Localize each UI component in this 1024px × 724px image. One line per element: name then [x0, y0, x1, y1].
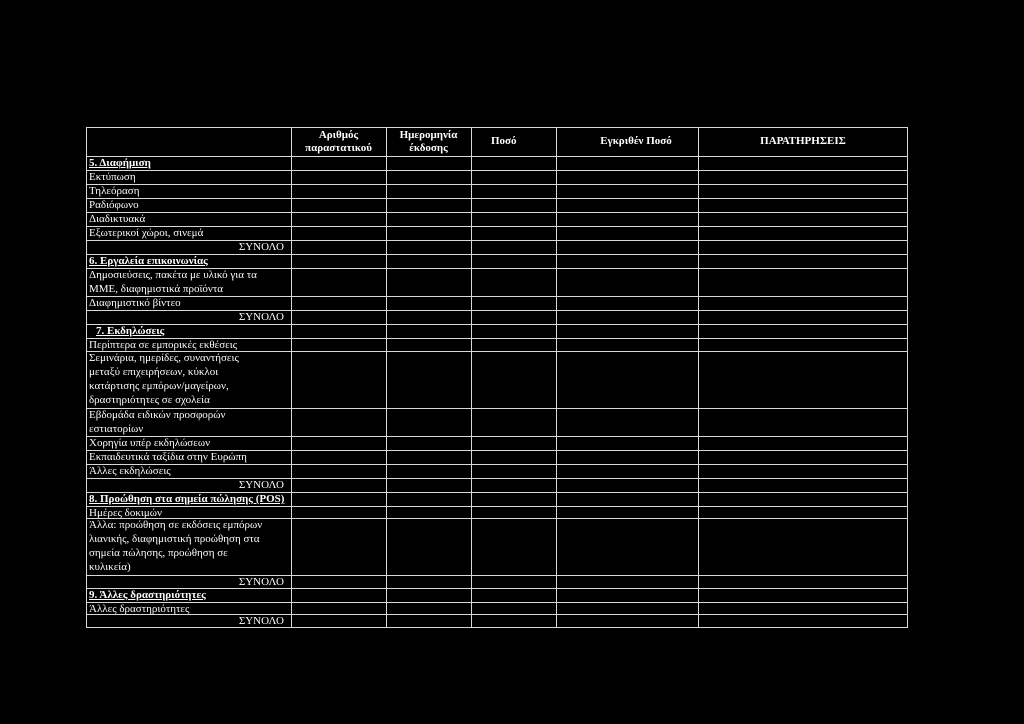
- item-label: Χορηγία υπέρ εκδηλώσεων: [89, 437, 211, 449]
- item-label: Διαδικτυακά: [89, 213, 146, 225]
- total-row: [86, 575, 908, 588]
- header-doc-number: Αριθμός παραστατικού: [305, 128, 372, 154]
- grid-line: [86, 170, 908, 171]
- section-title: 8. Προώθηση στα σημεία πώλησης (POS): [89, 493, 285, 505]
- total-row: [86, 310, 908, 324]
- grid-line: [86, 254, 908, 255]
- grid-line: [86, 127, 87, 627]
- item-label: Ραδιόφωνο: [89, 199, 139, 211]
- table-row: [86, 351, 908, 408]
- item-label: Περίπτερα σε εμπορικές εκθέσεις: [89, 339, 238, 351]
- item-label: Σεμινάρια, ημερίδες, συναντήσεις μεταξύ επιχειρήσεων, κύκλοι κατάρτισης εμπόρων/μαγείρων, δραστηριότητες σε σχολεία: [89, 352, 239, 406]
- grid-line: [86, 226, 908, 227]
- table-row: [86, 602, 908, 614]
- grid-line: [86, 268, 908, 269]
- table-row: [86, 268, 908, 296]
- table-row: [86, 518, 908, 575]
- header-issue-date: Ημερομηνία έκδοσης: [399, 128, 458, 154]
- expenses-table: [86, 127, 908, 627]
- grid-line: [291, 127, 292, 627]
- table-row: [86, 296, 908, 310]
- grid-line: [86, 240, 908, 241]
- grid-line: [86, 518, 908, 519]
- grid-line: [86, 436, 908, 437]
- header-approved-amount: Εγκριθέν Ποσό: [600, 135, 672, 147]
- grid-line: [86, 156, 908, 157]
- table-row: [86, 226, 908, 240]
- item-label: Ημέρες δοκιμών: [89, 507, 162, 519]
- grid-line: [86, 588, 908, 589]
- total-row: [86, 240, 908, 254]
- total-label: ΣΥΝΟΛΟ: [238, 615, 284, 627]
- grid-line: [86, 198, 908, 199]
- total-label: ΣΥΝΟΛΟ: [238, 241, 284, 253]
- section-row: [86, 254, 908, 268]
- item-label: Τηλεόραση: [89, 185, 140, 197]
- item-label: Εβδομάδα ειδικών προσφορών εστιατορίων: [89, 409, 226, 435]
- grid-line: [86, 478, 908, 479]
- section-row: [86, 588, 908, 602]
- grid-line: [86, 408, 908, 409]
- grid-line: [86, 627, 908, 628]
- grid-line: [86, 492, 908, 493]
- total-label: ΣΥΝΟΛΟ: [238, 576, 284, 588]
- section-row: [86, 324, 908, 338]
- section-title: 6. Εργαλεία επικοινωνίας: [89, 255, 208, 267]
- total-row: [86, 614, 908, 627]
- table-row: [86, 184, 908, 198]
- item-label: Άλλες δραστηριότητες: [89, 603, 190, 615]
- table-row: [86, 436, 908, 450]
- grid-line: [86, 602, 908, 603]
- total-row: [86, 478, 908, 492]
- grid-line: [86, 184, 908, 185]
- item-label: Διαφημιστικό βίντεο: [89, 297, 181, 309]
- grid-line: [86, 338, 908, 339]
- table-row: [86, 408, 908, 436]
- table-row: [86, 450, 908, 464]
- item-label: Δημοσιεύσεις, πακέτα με υλικό για τα ΜΜΕ, διαφημιστικά προϊόντα: [89, 269, 257, 295]
- section-title: 7. Εκδηλώσεις: [96, 325, 165, 337]
- table-row: [86, 198, 908, 212]
- item-label: Εκπαιδευτικά ταξίδια στην Ευρώπη: [89, 451, 247, 463]
- item-label: Εξωτερικοί χώροι, σινεμά: [89, 227, 204, 239]
- grid-line: [86, 351, 908, 352]
- grid-line: [907, 127, 908, 627]
- table-row: [86, 170, 908, 184]
- header-remarks: ΠΑΡΑΤΗΡΗΣΕΙΣ: [760, 135, 846, 147]
- grid-line: [386, 127, 387, 627]
- grid-line: [86, 296, 908, 297]
- grid-line: [86, 212, 908, 213]
- grid-line: [698, 127, 699, 627]
- grid-line: [86, 310, 908, 311]
- section-row: [86, 156, 908, 170]
- grid-line: [86, 464, 908, 465]
- grid-line: [471, 127, 472, 627]
- grid-line: [86, 127, 908, 128]
- table-row: [86, 464, 908, 478]
- grid-line: [86, 614, 908, 615]
- table-row: [86, 506, 908, 518]
- grid-line: [86, 324, 908, 325]
- grid-line: [86, 450, 908, 451]
- table-row: [86, 338, 908, 351]
- total-label: ΣΥΝΟΛΟ: [238, 311, 284, 323]
- item-label: Άλλα: προώθηση σε εκδόσεις εμπόρων λιανικής, διαφημιστική προώθηση στα σημεία πώλησης, προώθηση σε κυλικεία): [89, 519, 263, 573]
- grid-line: [556, 127, 557, 627]
- section-title: 5. Διαφήμιση: [89, 157, 151, 169]
- total-label: ΣΥΝΟΛΟ: [238, 479, 284, 491]
- section-title: 9. Άλλες δραστηριότητες: [89, 589, 206, 601]
- header-amount: Ποσό: [491, 135, 517, 147]
- table-row: [86, 212, 908, 226]
- grid-line: [86, 575, 908, 576]
- grid-line: [86, 506, 908, 507]
- item-label: Εκτύπωση: [89, 171, 136, 183]
- item-label: Άλλες εκδηλώσεις: [89, 465, 171, 477]
- section-row: [86, 492, 908, 506]
